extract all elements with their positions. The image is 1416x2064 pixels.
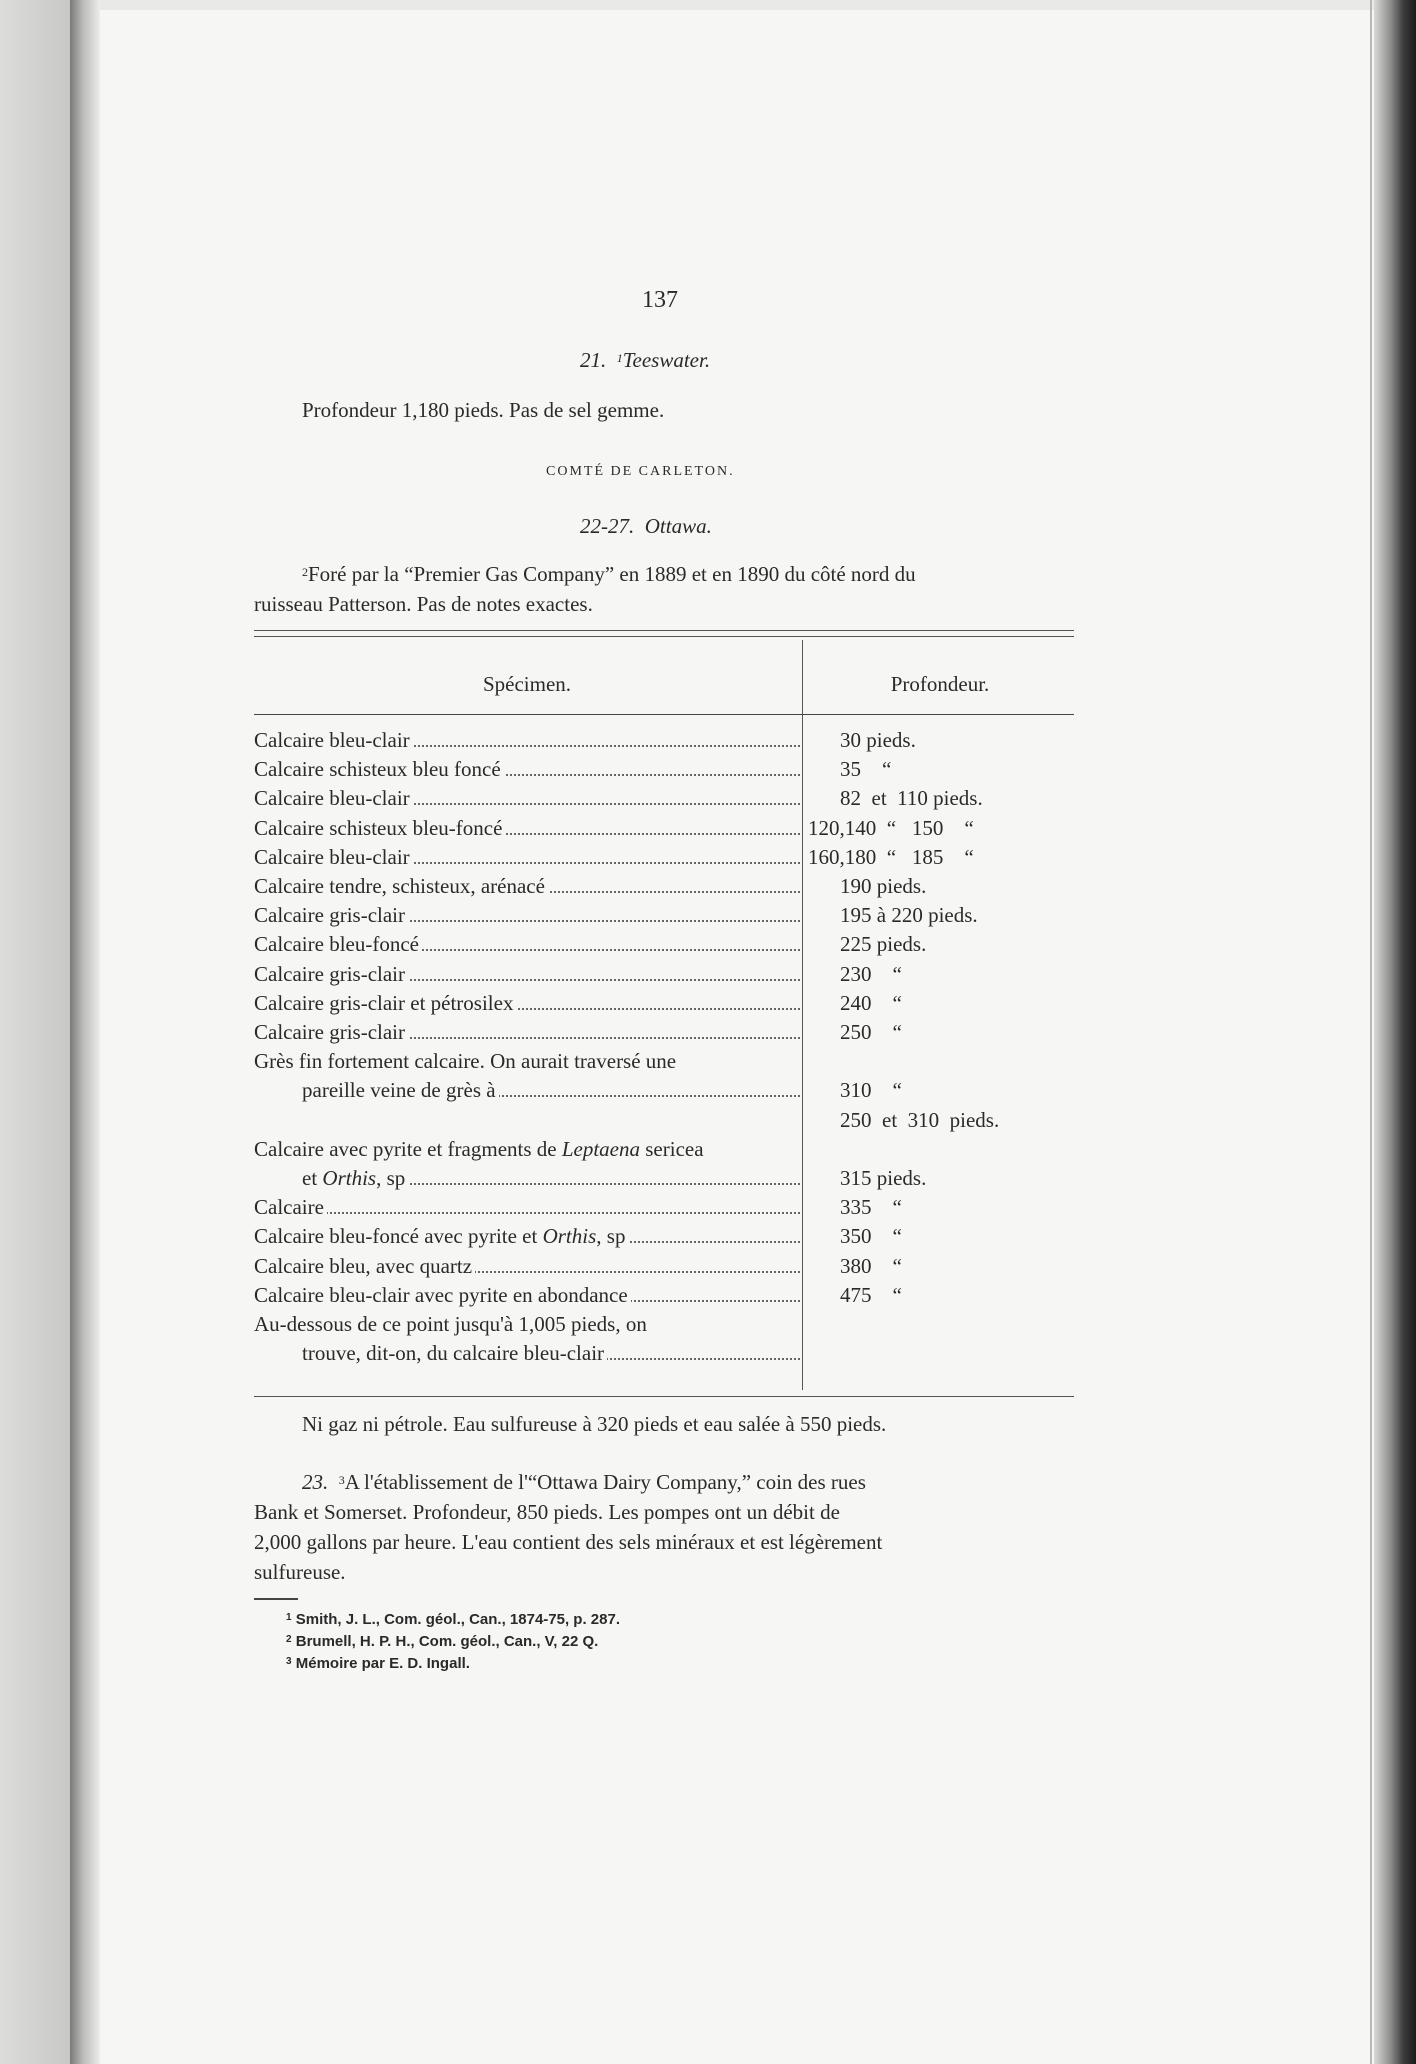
specimen-cell (254, 1281, 631, 1310)
table-row (254, 755, 800, 784)
dot-leader (254, 1212, 800, 1214)
specimen-cell (254, 1310, 650, 1339)
specimen-text: Calcaire gris-clair (254, 903, 408, 927)
table-row (254, 1310, 800, 1339)
specimen-text-part: , sp (596, 1224, 626, 1248)
table-row (254, 989, 800, 1018)
table-top-rule-2 (254, 636, 1074, 637)
specimen-text (302, 1166, 408, 1190)
specimen-text: trouve, dit-on, du calcaire bleu-clair (302, 1341, 607, 1365)
depth-cell: 310 “ (840, 1078, 902, 1102)
specimen-cell (254, 755, 504, 784)
table-row (254, 1339, 800, 1368)
specimen-text-part: et (302, 1166, 323, 1190)
specimen-cell (254, 1018, 408, 1047)
section-23-line-4: sulfureuse. (254, 1560, 346, 1584)
section-21-number: 21. (580, 348, 607, 372)
specimen-cell (254, 1135, 707, 1164)
footnote-2-mark: 2 (286, 1634, 292, 1645)
specimen-text: Calcaire bleu-clair (254, 728, 413, 752)
specimen-text: Au-dessous de ce point jusqu'à 1,005 pieds, on (254, 1312, 650, 1336)
depth-cell: 195 à 220 pieds. (840, 903, 978, 927)
depth-cell: 335 “ (840, 1195, 902, 1219)
page-number: 137 (642, 287, 678, 313)
specimen-cell (254, 784, 413, 813)
specimen-text: Calcaire gris-clair (254, 962, 408, 986)
depth-cell: 475 “ (840, 1283, 902, 1307)
depth-cell: 160,180 “ 185 “ (808, 845, 974, 869)
specimen-cell (254, 1252, 475, 1281)
specimen-cell (254, 1047, 679, 1076)
table-bottom-rule (254, 1396, 1074, 1397)
depth-cell: 120,140 “ 150 “ (808, 816, 974, 840)
specimen-text: Calcaire schisteux bleu-foncé (254, 816, 505, 840)
specimen-text: Calcaire (254, 1195, 327, 1219)
footnote-3-text: Mémoire par E. D. Ingall. (295, 1655, 470, 1672)
footnote-2-text: Brumell, H. P. H., Com. géol., Can., V, 22 Q. (295, 1633, 599, 1650)
specimen-cell (254, 872, 548, 901)
footnote-1-text: Smith, J. L., Com. géol., Can., 1874-75, p. 287. (295, 1611, 620, 1628)
specimen-cell (254, 1222, 628, 1251)
table-row (254, 930, 800, 959)
depth-cell: 350 “ (840, 1224, 902, 1248)
section-23-line-3: 2,000 gallons par heure. L'eau contient des sels minéraux et est légèrement (254, 1530, 883, 1554)
footnote-1 (286, 1610, 620, 1630)
footnote-ref-3: 3 (338, 1473, 345, 1487)
section-22-line-2: ruisseau Patterson. Pas de notes exactes. (254, 592, 593, 616)
specimen-cell (254, 901, 408, 930)
section-22-number: 22-27. (580, 514, 635, 538)
species-name: Orthis (542, 1224, 597, 1248)
section-22-line-1 (302, 560, 916, 588)
table-row (254, 872, 800, 901)
footnote-ref-1: 1 (616, 351, 623, 365)
specimen-text-part: Calcaire avec pyrite et fragments de (254, 1137, 562, 1161)
book-gutter (70, 0, 100, 2064)
book-edge-right (1374, 0, 1416, 2064)
section-23-number: 23. (302, 1470, 329, 1494)
section-22-text-1: Foré par la “Premier Gas Company” en 1889 et en 1890 du côté nord du (308, 562, 916, 586)
depth-cell: 225 pieds. (840, 932, 927, 956)
specimen-cell (254, 1193, 327, 1222)
table-row (254, 1076, 800, 1105)
depth-cell: 380 “ (840, 1254, 902, 1278)
specimen-cell (302, 1339, 607, 1368)
specimen-cell (254, 930, 422, 959)
specimen-cell (254, 814, 505, 843)
table-top-rule-1 (254, 630, 1074, 631)
specimen-cell (254, 843, 413, 872)
footnote-rule (254, 1598, 298, 1600)
table-row (254, 901, 800, 930)
section-21-text: Profondeur 1,180 pieds. Pas de sel gemme. (302, 398, 665, 422)
after-table-text: Ni gaz ni pétrole. Eau sulfureuse à 320 pieds et eau salée à 550 pieds. (302, 1412, 887, 1436)
section-21-place: Teeswater. (622, 348, 711, 372)
depth-cell: 250 “ (840, 1020, 902, 1044)
specimen-text: Calcaire gris-clair (254, 1020, 408, 1044)
specimen-text-part: , sp (376, 1166, 406, 1190)
table-row (254, 1281, 800, 1310)
section-22-place: Ottawa. (644, 514, 712, 538)
specimen-text: Calcaire bleu, avec quartz (254, 1254, 475, 1278)
depth-cell: 315 pieds. (840, 1166, 927, 1190)
page-edge-line (1370, 0, 1372, 2064)
depth-cell: 30 pieds. (840, 728, 916, 752)
table-header-rule (254, 714, 1074, 715)
footnote-ref-2: 2 (302, 565, 308, 579)
specimen-text: Calcaire schisteux bleu foncé (254, 757, 504, 781)
specimen-cell (254, 989, 516, 1018)
specimen-cell (302, 1076, 499, 1105)
table-row (254, 814, 800, 843)
specimen-text: Grès fin fortement calcaire. On aurait traversé une (254, 1049, 679, 1073)
table-row (254, 843, 800, 872)
table-row (254, 1135, 800, 1164)
depth-cell: 190 pieds. (840, 874, 927, 898)
species-name: Orthis (322, 1166, 377, 1190)
book-spine-left (0, 0, 70, 2064)
depth-cell: 230 “ (840, 962, 902, 986)
specimen-text: Calcaire tendre, schisteux, arénacé (254, 874, 548, 898)
table-row (254, 1193, 800, 1222)
specimen-text-part: sericea (640, 1137, 704, 1161)
table-header-depth: Profondeur. (890, 672, 990, 696)
table-row (254, 1106, 800, 1135)
species-name: Leptaena (561, 1137, 640, 1161)
footnote-3-mark: 3 (286, 1656, 292, 1667)
specimen-text (254, 1137, 707, 1161)
specimen-text-part: Calcaire bleu-foncé avec pyrite et (254, 1224, 543, 1248)
section-22-heading (580, 512, 712, 540)
specimen-cell (302, 1164, 408, 1193)
specimen-cell (254, 960, 408, 989)
table-column-divider (802, 640, 803, 1390)
section-23-text-1: A l'établissement de l'“Ottawa Dairy Company,” coin des rues (344, 1470, 866, 1494)
depth-cell: 250 et 310 pieds. (840, 1108, 1000, 1132)
specimen-text: Calcaire bleu-clair (254, 845, 413, 869)
section-21-heading (580, 346, 710, 374)
depth-cell: 35 “ (840, 757, 892, 781)
table-row (254, 1222, 800, 1251)
table-row (254, 784, 800, 813)
depth-cell: 240 “ (840, 991, 902, 1015)
table-row (254, 1018, 800, 1047)
specimen-text (254, 1224, 628, 1248)
specimen-text: Calcaire bleu-clair avec pyrite en abondance (254, 1283, 631, 1307)
table-row (254, 726, 800, 755)
table-row (254, 960, 800, 989)
table-header-specimen: Spécimen. (482, 672, 572, 696)
table-row (254, 1252, 800, 1281)
footnote-2 (286, 1632, 598, 1652)
footnote-3 (286, 1654, 470, 1674)
section-23-line-2: Bank et Somerset. Profondeur, 850 pieds. Les pompes ont un débit de (254, 1500, 840, 1524)
table-row (254, 1164, 800, 1193)
specimen-text: Calcaire gris-clair et pétrosilex (254, 991, 516, 1015)
specimen-text: pareille veine de grès à (302, 1078, 499, 1102)
footnote-1-mark: 1 (286, 1612, 292, 1623)
county-heading: COMTÉ DE CARLETON. (546, 464, 735, 479)
table-row (254, 1047, 800, 1076)
specimen-text: Calcaire bleu-clair (254, 786, 413, 810)
specimen-cell (254, 726, 413, 755)
section-23-line-1 (302, 1468, 866, 1496)
specimen-text: Calcaire bleu-foncé (254, 932, 422, 956)
depth-cell: 82 et 110 pieds. (840, 786, 983, 810)
